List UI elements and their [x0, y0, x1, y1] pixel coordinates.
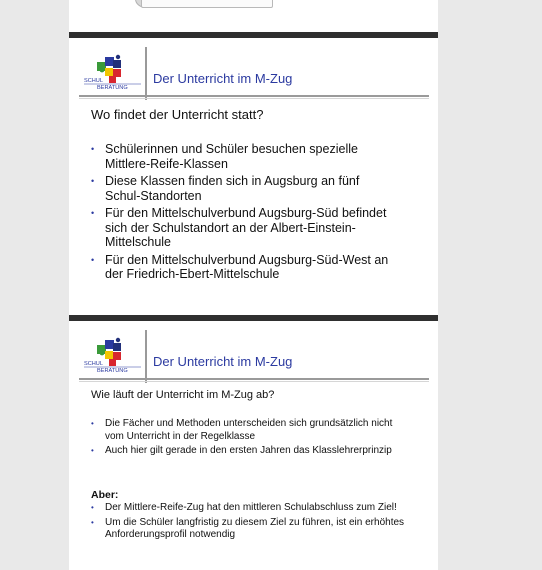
bullet-icon: • — [91, 208, 95, 218]
previous-page — [69, 0, 438, 32]
schulberatung-logo-icon — [83, 335, 143, 377]
slide-question: Wo findet der Unterricht statt? — [91, 107, 264, 122]
list-item — [91, 502, 411, 515]
aber-bullet-list — [91, 502, 411, 544]
list-item — [91, 206, 391, 250]
bullet-icon: • — [91, 176, 95, 186]
bullet-text: Für den Mittelschulverbund Augsburg-Süd befindet sich der Schulstandort an der Albert-Einstein-Mittelschule — [105, 206, 387, 249]
bullet-icon: • — [91, 517, 94, 527]
bullet-text: Diese Klassen finden sich in Augsburg an fünf Schul-Standorten — [105, 174, 360, 203]
logo-text-line1: SCHUL — [84, 78, 103, 84]
bullet-text: Für den Mittelschulverbund Augsburg-Süd-West an der Friedrich-Ebert-Mittelschule — [105, 252, 389, 281]
header-rule — [79, 378, 429, 380]
bullet-list — [91, 418, 411, 460]
list-item — [91, 418, 411, 443]
bullet-text: Um die Schüler langfristig zu diesem Ziel zu führen, ist ein erhöhtes Anforderungsprofil notwendig — [105, 516, 405, 540]
bullet-text: Der Mittlere-Reife-Zug hat den mittleren Schulabschluss zum Ziel! — [105, 502, 397, 513]
bullet-icon: • — [91, 144, 95, 154]
bullet-list — [91, 142, 391, 285]
bullet-text: Schülerinnen und Schüler besuchen spezielle Mittlere-Reife-Klassen — [105, 142, 358, 171]
header-rule-shadow — [79, 381, 429, 382]
header-divider — [145, 47, 147, 100]
aber-label: Aber: — [91, 489, 119, 501]
logo-text-line1: SCHUL — [84, 361, 103, 367]
bullet-text: Die Fächer und Methoden unterscheiden sich grundsätzlich nicht vom Unterricht in der Regelklasse — [105, 418, 393, 442]
slide-title: Der Unterricht im M-Zug — [153, 71, 293, 86]
bullet-icon: • — [91, 503, 94, 512]
slide-page-2 — [69, 321, 438, 570]
list-item — [91, 174, 391, 203]
slide-page-1 — [69, 38, 438, 315]
header-divider — [145, 330, 147, 383]
list-item — [91, 253, 391, 282]
bullet-text: Auch hier gilt gerade in den ersten Jahren das Klasslehrerprinzip — [105, 445, 392, 456]
header-rule-shadow — [79, 98, 429, 99]
list-item — [91, 517, 411, 542]
previous-page-form-field — [141, 0, 273, 8]
list-item — [91, 445, 411, 458]
bullet-icon: • — [91, 446, 94, 455]
logo-text-line2: BERATUNG — [97, 368, 128, 374]
bullet-icon: • — [91, 419, 94, 428]
schulberatung-logo-icon — [83, 52, 143, 94]
slide-question: Wie läuft der Unterricht im M-Zug ab? — [91, 389, 275, 401]
list-item — [91, 142, 391, 171]
logo-text-line2: BERATUNG — [97, 85, 128, 91]
slide-title: Der Unterricht im M-Zug — [153, 354, 293, 369]
bullet-icon: • — [91, 254, 95, 265]
header-rule — [79, 95, 429, 97]
